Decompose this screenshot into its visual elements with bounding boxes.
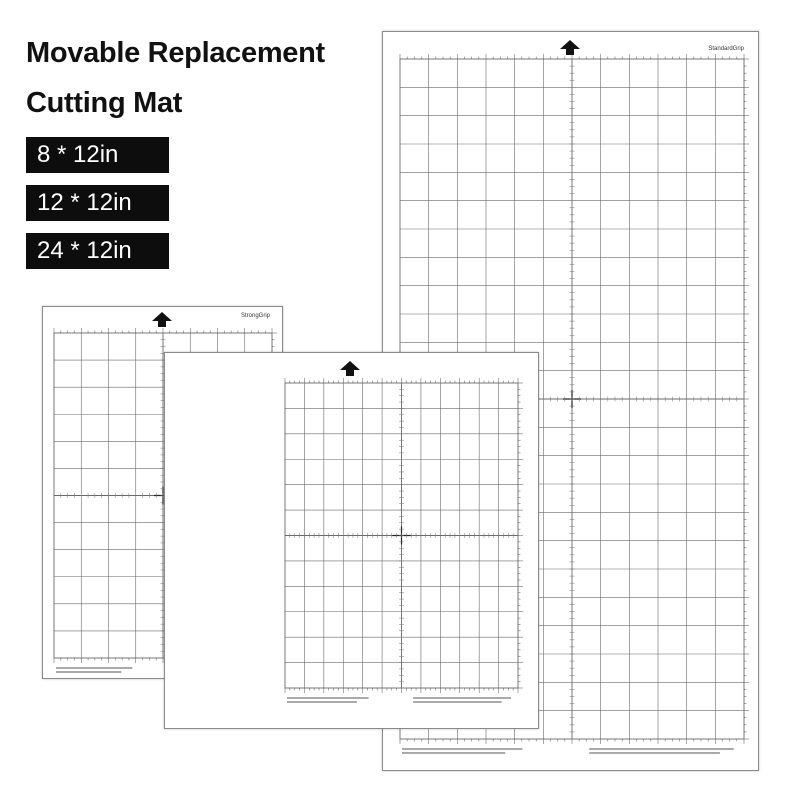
fine-print <box>413 701 502 703</box>
brand-label-large: StandardGrip <box>708 46 744 52</box>
size-badge-8x12: 8 * 12in <box>26 137 169 173</box>
arrow-up-icon <box>340 361 360 376</box>
fine-print <box>413 697 511 699</box>
cutting-mat-12x12 <box>164 352 539 729</box>
mat-grid-medium <box>165 353 538 728</box>
brand-label-small: StrongGrip <box>240 313 270 319</box>
fine-print <box>589 752 720 754</box>
fine-print <box>402 752 505 754</box>
size-badge-12x12: 12 * 12in <box>26 185 169 221</box>
title-line-1: Movable Replacement <box>26 37 325 69</box>
fine-print <box>56 667 132 669</box>
arrow-up-icon <box>560 40 580 55</box>
fine-print <box>287 697 369 699</box>
title-line-2: Cutting Mat <box>26 87 183 119</box>
fine-print <box>287 701 357 703</box>
fine-print <box>589 748 733 750</box>
fine-print <box>56 671 121 673</box>
product-title <box>26 28 386 128</box>
fine-print <box>402 748 522 750</box>
arrow-up-icon <box>152 312 172 327</box>
size-badge-24x12: 24 * 12in <box>26 233 169 269</box>
